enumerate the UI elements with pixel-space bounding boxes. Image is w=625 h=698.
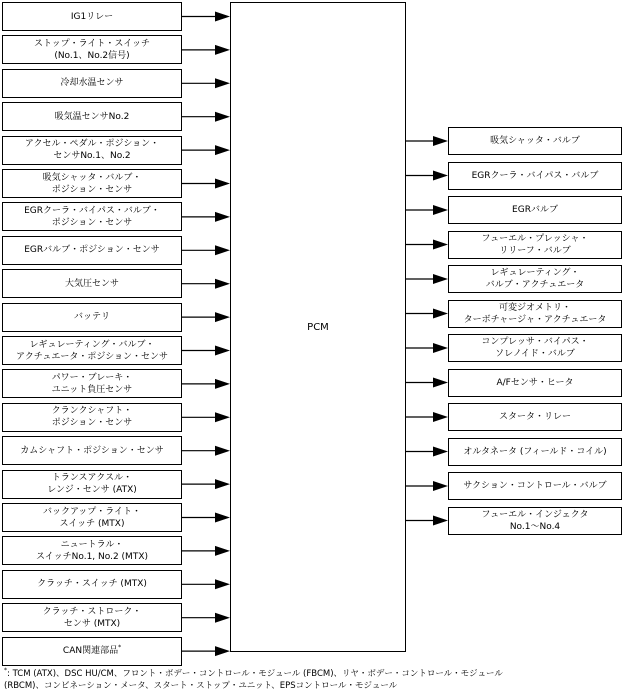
input-box-label: センサ (MTX) <box>63 618 121 629</box>
output-arrow-arrowhead <box>433 481 448 491</box>
output-box-label: EGRバルブ <box>512 205 558 215</box>
input-box-label: バックアップ・ライト・ <box>42 506 142 517</box>
input-box <box>2 470 182 499</box>
input-arrow-arrowhead <box>215 112 230 122</box>
output-box-label: ソレノイド・バルブ <box>495 349 575 359</box>
output-box-label: サクション・コントロール・バルブ <box>463 481 607 491</box>
input-arrow-arrowhead <box>215 646 230 656</box>
output-arrow-arrowhead <box>433 136 448 146</box>
output-arrow-arrowhead <box>433 205 448 215</box>
input-box <box>2 536 182 565</box>
input-box-label: トランスアクスル・ <box>51 473 133 484</box>
input-box-label: EGRクーラ・バイパス・バルブ・ <box>24 205 160 216</box>
input-box-label: クランクシャフト・ <box>51 406 133 417</box>
input-box <box>2 436 182 465</box>
input-arrow-arrowhead <box>215 579 230 589</box>
output-box <box>448 472 622 500</box>
input-box <box>2 403 182 432</box>
input-box <box>2 69 182 98</box>
input-box <box>2 336 182 365</box>
input-box-label: EGRバルブ・ポジション・センサ <box>24 245 160 256</box>
output-box-label: レギュレーティング・ <box>490 268 580 278</box>
input-box <box>2 102 182 131</box>
output-box-label: No.1～No.4 <box>509 521 561 532</box>
input-box-label: クラッチ・ストローク・ <box>42 606 142 617</box>
input-box <box>2 603 182 632</box>
input-arrow-arrowhead <box>215 312 230 322</box>
output-arrow-arrowhead <box>433 274 448 284</box>
input-box-label: 吸気温センサNo.2 <box>54 111 130 122</box>
output-arrow-arrowhead <box>433 240 448 250</box>
output-box-label: バルブ・アクチュエータ <box>485 280 585 290</box>
input-box <box>2 269 182 298</box>
input-arrow-arrowhead <box>215 513 230 523</box>
input-box-label: レギュレーティング・バルブ・ <box>29 339 155 350</box>
input-arrow-arrowhead <box>215 613 230 623</box>
output-box-label: リリーフ・バルブ <box>499 245 571 256</box>
footnote <box>4 668 622 692</box>
input-box-label: ストップ・ライト・スイッチ <box>33 38 151 49</box>
output-box <box>448 196 622 224</box>
input-arrow-arrowhead <box>215 212 230 222</box>
input-box <box>2 35 182 64</box>
pcm-block <box>230 2 406 652</box>
footnote-text-2: (RBCM)、コンビネーション・メータ、スタート・ストップ・ユニット、EPSコントロール・モジュール <box>4 681 398 691</box>
output-box <box>448 369 622 397</box>
input-box-label: 大気圧センサ <box>64 278 119 289</box>
input-arrow-arrowhead <box>215 479 230 489</box>
input-box <box>2 637 182 666</box>
output-box-label: フューエル・プレッシャ・ <box>481 233 589 244</box>
input-box-label: 吸気シャッタ・バルブ・ <box>42 172 142 183</box>
output-box-label: スタータ・リレー <box>498 412 571 422</box>
input-arrow-arrowhead <box>215 145 230 155</box>
output-box-label: 吸気シャッタ・バルブ <box>490 136 580 146</box>
output-arrow-arrowhead <box>433 343 448 353</box>
output-arrow-arrowhead <box>433 309 448 319</box>
input-box <box>2 303 182 332</box>
pcm-label: PCM <box>307 321 329 333</box>
output-box <box>448 162 622 190</box>
output-box-label: ターボチャージャ・アクチュエータ <box>463 314 607 325</box>
output-box-label: フューエル・インジェクタ <box>481 509 589 520</box>
input-box-label: 冷却水温センサ <box>60 78 124 89</box>
input-arrow-arrowhead <box>215 78 230 88</box>
output-box-label: A/Fセンサ・ヒータ <box>496 377 574 388</box>
input-box-label: ニュートラル・ <box>60 539 124 550</box>
output-box <box>448 127 622 155</box>
footnote-line-1 <box>4 668 622 680</box>
output-box-label: 可変ジオメトリ・ <box>499 302 571 313</box>
output-box-label: EGRクーラ・バイパス・バルブ <box>471 170 599 181</box>
output-arrow-arrowhead <box>433 412 448 422</box>
input-box-label: ポジション・センサ <box>51 184 133 195</box>
output-box <box>448 438 622 466</box>
input-box-label: CAN関連部品 <box>62 646 119 657</box>
output-box <box>448 300 622 328</box>
input-box-label: スイッチ (MTX) <box>59 518 125 529</box>
output-box <box>448 231 622 259</box>
input-box <box>2 202 182 231</box>
input-note-mark: * <box>118 644 122 652</box>
input-box <box>2 169 182 198</box>
input-arrow-arrowhead <box>215 45 230 55</box>
input-box-label: アクチュエータ・ポジション・センサ <box>15 351 169 362</box>
footnote-text-1: : TCM (ATX)、DSC HU/CM、フロント・ボデー・コントロール・モジュール (FBCM)、リヤ・ボデー・コントロール・モジュール <box>7 669 503 679</box>
input-arrow-arrowhead <box>215 179 230 189</box>
input-box-label: ユニット負圧センサ <box>51 384 133 395</box>
input-box <box>2 236 182 265</box>
input-box <box>2 2 182 31</box>
input-arrow-arrowhead <box>215 446 230 456</box>
input-box-label: カムシャフト・ポジション・センサ <box>20 445 164 456</box>
input-box-label: センサNo.1、No.2 <box>53 151 131 162</box>
input-arrow-arrowhead <box>215 12 230 22</box>
output-box <box>448 403 622 431</box>
output-box <box>448 507 622 535</box>
output-arrow-arrowhead <box>433 171 448 181</box>
input-box <box>2 503 182 532</box>
output-box-label: オルタネータ (フィールド・コイル) <box>463 446 607 457</box>
input-box <box>2 136 182 165</box>
input-box-label: ポジション・センサ <box>51 217 133 228</box>
input-box-label: クラッチ・スイッチ (MTX) <box>37 579 147 590</box>
input-box-label: バッテリ <box>73 312 110 323</box>
input-box-label: (No.1、No.2信号) <box>54 50 130 61</box>
input-arrow-arrowhead <box>215 412 230 422</box>
input-box-label: アクセル・ペダル・ポジション・ <box>24 139 160 150</box>
input-arrow-arrowhead <box>215 379 230 389</box>
output-arrow-arrowhead <box>433 516 448 526</box>
output-arrow-arrowhead <box>433 447 448 457</box>
output-box <box>448 265 622 293</box>
input-arrow-arrowhead <box>215 346 230 356</box>
input-box-label: レンジ・センサ (ATX) <box>47 485 137 496</box>
output-box <box>448 334 622 362</box>
output-arrow-arrowhead <box>433 378 448 388</box>
output-box-label: コンプレッサ・バイパス・ <box>481 337 589 347</box>
input-arrow-arrowhead <box>215 546 230 556</box>
input-arrow-arrowhead <box>215 279 230 289</box>
input-box <box>2 369 182 398</box>
input-box-label: ポジション・センサ <box>51 418 133 429</box>
input-arrow-arrowhead <box>215 245 230 255</box>
input-box-label: IG1リレー <box>70 11 114 22</box>
input-box-label: スイッチNo.1, No.2 (MTX) <box>35 551 148 562</box>
input-box-label: パワー・ブレーキ・ <box>51 372 133 383</box>
input-box <box>2 570 182 599</box>
footnote-mark: * <box>4 667 7 675</box>
